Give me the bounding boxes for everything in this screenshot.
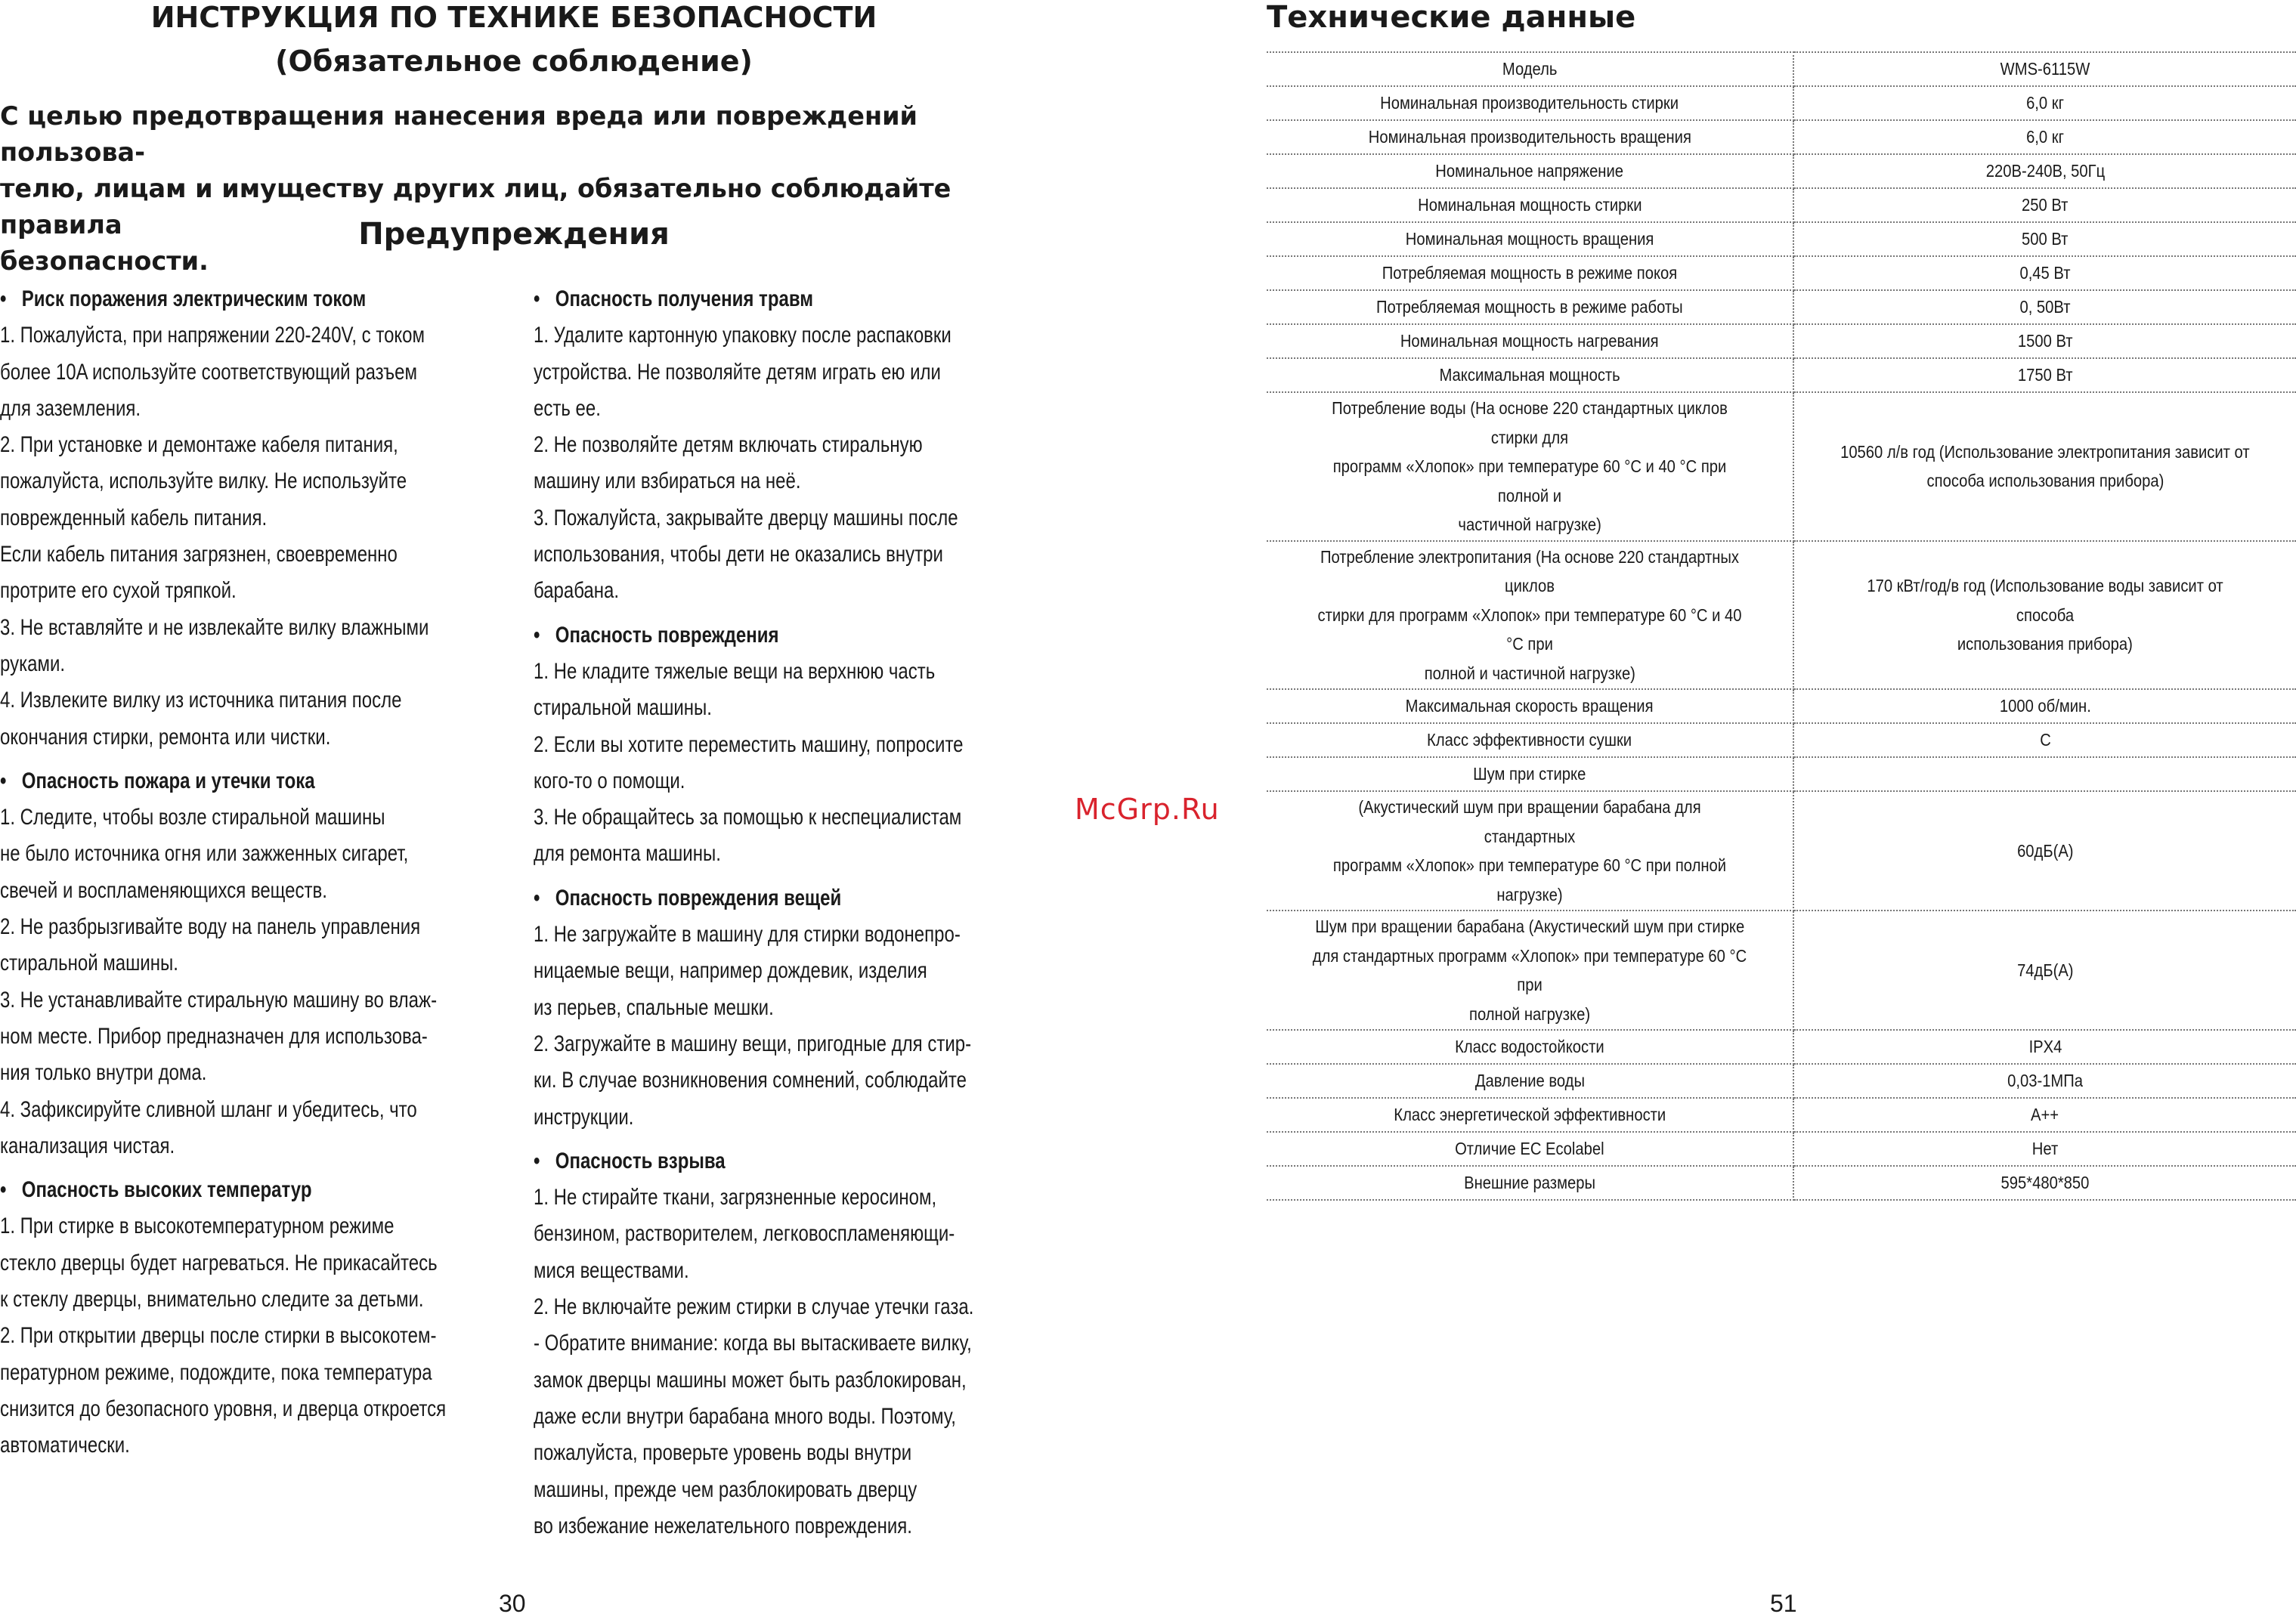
spec-value-line [1805, 571, 2285, 629]
spec-label [1267, 188, 1793, 222]
warning-section [0, 763, 496, 1164]
warning-line: ницаемые вещи, например дождевик, изделия [534, 958, 927, 984]
warning-heading [534, 1143, 1060, 1180]
spec-value-line [1805, 725, 2285, 755]
spec-label [1267, 52, 1793, 86]
spec-text: 0,45 Вт [2019, 263, 2071, 283]
warning-heading-text: Опасность повреждения вещей [555, 885, 842, 911]
spec-label [1267, 1098, 1793, 1132]
spec-label [1267, 791, 1793, 911]
spec-text: 6,0 кг [2026, 93, 2064, 113]
spec-text: 0,03-1МПа [2007, 1071, 2083, 1090]
warning-line: 2. Если вы хотите переместить машину, попросите [534, 731, 964, 757]
spec-value [1793, 1132, 2296, 1166]
spec-label [1267, 541, 1793, 690]
spec-text: Внешние размеры [1464, 1173, 1595, 1192]
spec-value-line [1805, 326, 2285, 356]
warning-line: 2. Не разбрызгивайте воду на панель управления [0, 914, 421, 940]
spec-label-line [1277, 691, 1782, 721]
spec-value [1793, 1098, 2296, 1132]
spec-value [1793, 222, 2296, 256]
intro-line: безопасности. [0, 246, 209, 276]
warnings-title: Предупреждения [358, 217, 670, 252]
spec-label-line [1277, 912, 1782, 941]
spec-text: полной нагрузке) [1468, 1003, 1591, 1024]
spec-value [1793, 52, 2296, 86]
spec-value [1793, 188, 2296, 222]
warning-line: барабана. [534, 578, 620, 604]
bullet-icon: • [534, 622, 540, 648]
spec-text: 1000 об/мин. [1999, 696, 2091, 716]
warning-line: к стеклу дверцы, внимательно следите за детьми. [0, 1287, 424, 1312]
spec-label [1267, 154, 1793, 188]
spec-text: Номинальная мощность вращения [1405, 229, 1654, 249]
spec-text: Шум при вращении барабана (Акустический шум при стирке [1314, 917, 1745, 936]
spec-text: 10560 л/в год (Использование электропитания зависит от [1840, 441, 2250, 462]
spec-row [1267, 154, 2296, 188]
spec-value [1793, 911, 2296, 1030]
warning-line: кого-то о помощи. [534, 768, 685, 793]
bullet-icon: • [0, 768, 7, 793]
warning-line: 4. Извлеките вилку из источника питания после [0, 688, 402, 713]
spec-row [1267, 222, 2296, 256]
warning-line: использования, чтобы дети не оказались внутри [534, 542, 943, 567]
warning-line: пожалуйста, проверьте уровень воды внутри [534, 1440, 912, 1466]
warning-line: во избежание нежелательного повреждения. [534, 1513, 912, 1538]
warning-line: канализация чистая. [0, 1133, 175, 1158]
warning-line: 1. Следите, чтобы возле стиральной машины [0, 805, 385, 830]
spec-label [1267, 358, 1793, 392]
spec-text: программ «Хлопок» при температуре 60 °С и 40 °С при полной и [1332, 456, 1727, 506]
spec-row [1267, 52, 2296, 86]
warning-line: стиральной машины. [534, 695, 712, 721]
warning-line: 1. При стирке в высокотемпературном режиме [0, 1214, 395, 1239]
specs-table [1267, 51, 2296, 1201]
spec-text: способа использования прибора) [1926, 471, 2164, 491]
spec-value [1793, 1030, 2296, 1064]
warning-heading [534, 617, 1060, 654]
warning-line: 2. При открытии дверцы после стирки в высокотем- [0, 1323, 437, 1349]
spec-value [1793, 1166, 2296, 1200]
warning-line: 1. Не стирайте ткани, загрязненные керосином, [534, 1185, 937, 1210]
warning-line: 1. Не загружайте в машину для стирки водонепро- [534, 922, 961, 948]
spec-row [1267, 1064, 2296, 1098]
warning-line: 3. Не обращайтесь за помощью к неспециалистам [534, 805, 962, 830]
spec-value-line [1805, 54, 2285, 84]
warning-line: машину или взбираться на неё. [534, 468, 801, 494]
spec-label-line [1277, 190, 1782, 220]
spec-text: Нет [2031, 1139, 2059, 1158]
spec-text: Класс энергетической эффективности [1394, 1105, 1666, 1124]
bullet-icon: • [0, 1177, 7, 1203]
left-page [0, 0, 1066, 1617]
warning-line: поврежденный кабель питания. [0, 505, 268, 530]
spec-text: Максимальная мощность [1439, 365, 1620, 385]
spec-text: 250 Вт [2022, 195, 2069, 215]
spec-label-line [1277, 543, 1782, 601]
spec-text: Номинальная производительность вращения [1368, 127, 1691, 147]
spec-label [1267, 86, 1793, 120]
warning-line: - Обратите внимание: когда вы вытаскиваете вилку, [534, 1331, 972, 1356]
warning-heading [0, 1172, 496, 1208]
spec-value-line [1805, 224, 2285, 254]
warning-line: 4. Зафиксируйте сливной шланг и убедитесь, что [0, 1096, 417, 1122]
intro-line: С целью предотвращения нанесения вреда или повреждений пользова- [0, 101, 918, 167]
warning-line: более 10A используйте соответствующий разъем [0, 359, 417, 385]
warning-line: из перьев, спальные мешки. [534, 994, 774, 1020]
warning-heading [0, 763, 496, 799]
warning-line: пожалуйста, используйте вилку. Не используйте [0, 468, 407, 494]
spec-value [1793, 358, 2296, 392]
spec-value [1793, 723, 2296, 757]
spec-value-line [1805, 156, 2285, 186]
warning-line: не было источника огня или зажженных сигарет, [0, 841, 409, 867]
spec-label-line [1277, 1066, 1782, 1096]
spec-label-line [1277, 941, 1782, 1000]
spec-text: (Акустический шум при вращении барабана для стандартных [1358, 797, 1701, 846]
warning-section [534, 1143, 1060, 1544]
spec-label-line [1277, 258, 1782, 288]
spec-text: 0, 50Вт [2019, 297, 2071, 317]
spec-value [1793, 86, 2296, 120]
spec-label [1267, 689, 1793, 723]
spec-value-line [1805, 691, 2285, 721]
warning-heading [534, 281, 1060, 317]
spec-label [1267, 120, 1793, 154]
spec-label-line [1277, 54, 1782, 84]
spec-row [1267, 1098, 2296, 1132]
spec-text: Модель [1502, 59, 1558, 79]
spec-row [1267, 757, 2296, 791]
right-page [1267, 0, 2296, 1617]
spec-text: программ «Хлопок» при температуре 60 °С при полной нагрузке) [1332, 855, 1727, 904]
page-number-left: 30 [499, 1590, 526, 1617]
spec-label [1267, 723, 1793, 757]
spec-label-line [1277, 452, 1782, 510]
spec-value [1793, 290, 2296, 324]
warning-line: ки. В случае возникновения сомнений, соблюдайте [534, 1068, 967, 1093]
spec-value [1793, 689, 2296, 723]
safety-title: ИНСТРУКЦИЯ ПО ТЕХНИКЕ БЕЗОПАСНОСТИ [150, 1, 877, 34]
spec-text: Потребление воды (На основе 220 стандартных циклов стирки для [1332, 398, 1728, 447]
spec-text: Шум при стирке [1473, 764, 1586, 784]
spec-row [1267, 188, 2296, 222]
warning-line: 3. Не вставляйте и не извлекайте вилку влажными [0, 614, 429, 640]
spec-row [1267, 723, 2296, 757]
spec-value-line [1805, 956, 2285, 985]
spec-label [1267, 1064, 1793, 1098]
warning-heading-text: Опасность высоких температур [21, 1177, 312, 1203]
spec-label-line [1277, 88, 1782, 118]
spec-value-line [1805, 1066, 2285, 1096]
spec-row [1267, 1030, 2296, 1064]
spec-text: 1750 Вт [2017, 365, 2073, 385]
warning-section [534, 880, 1060, 1136]
spec-label-line [1277, 156, 1782, 186]
spec-text: WMS-6115W [2000, 59, 2090, 79]
warning-line: мися веществами. [534, 1257, 689, 1283]
spec-text: Потребление электропитания (На основе 220 стандартных циклов [1320, 546, 1740, 595]
spec-row [1267, 911, 2296, 1030]
spec-text: Номинальное напряжение [1435, 161, 1624, 181]
warning-line: 2. При установке и демонтаже кабеля питания, [0, 432, 398, 458]
warning-line: Если кабель питания загрязнен, своевременно [0, 542, 398, 567]
spec-row [1267, 86, 2296, 120]
spec-label-line [1277, 224, 1782, 254]
spec-value-line [1805, 1100, 2285, 1130]
warning-line: 1. Пожалуйста, при напряжении 220-240V, с током [0, 323, 425, 348]
spec-label-line [1277, 1100, 1782, 1130]
spec-label-line [1277, 326, 1782, 356]
watermark: McGrp.Ru [1075, 793, 1220, 826]
spec-value [1793, 392, 2296, 541]
spec-text: 595*480*850 [2000, 1173, 2090, 1192]
warning-line: автоматически. [0, 1433, 130, 1458]
spec-value [1793, 757, 2296, 791]
spec-label-line [1277, 394, 1782, 452]
warning-line: замок дверцы машины может быть разблокирован, [534, 1367, 967, 1393]
warning-line: окончания стирки, ремонта или чистки. [0, 724, 331, 750]
spec-value [1793, 120, 2296, 154]
warnings-column-1 [0, 281, 496, 1464]
spec-text: 1500 Вт [2017, 331, 2073, 351]
warning-heading-text: Опасность повреждения [555, 622, 779, 648]
spec-text: Давление воды [1474, 1071, 1585, 1090]
warning-heading-text: Риск поражения электрическим током [21, 286, 367, 311]
warning-heading [0, 281, 496, 317]
warning-line: руками. [0, 651, 66, 676]
spec-value-line [1805, 437, 2285, 467]
spec-text: Номинальная мощность нагревания [1400, 331, 1659, 351]
bullet-icon: • [534, 885, 540, 911]
warning-line: устройства. Не позволяйте детям играть ею или [534, 359, 941, 385]
bullet-icon: • [0, 286, 7, 311]
spec-text: 74дБ(А) [2016, 960, 2074, 980]
spec-text: С [2039, 730, 2051, 750]
warning-line: 3. Не устанавливайте стиральную машину во влаж- [0, 987, 438, 1013]
warning-line: 1. Не кладите тяжелые вещи на верхнюю часть [534, 658, 936, 684]
warning-heading-text: Опасность пожара и утечки тока [21, 768, 315, 793]
spec-text: Потребляемая мощность в режиме работы [1376, 297, 1683, 317]
warning-heading-text: Опасность взрыва [555, 1148, 726, 1173]
warning-line: ния только внутри дома. [0, 1060, 207, 1086]
spec-row [1267, 791, 2296, 911]
spec-value [1793, 541, 2296, 690]
warning-line: есть ее. [534, 395, 601, 421]
spec-value-line [1805, 88, 2285, 118]
spec-row [1267, 541, 2296, 690]
spec-label-line [1277, 360, 1782, 390]
spec-label [1267, 1166, 1793, 1200]
spec-text: стирки для программ «Хлопок» при температуре 60 °С и 40 °С при [1317, 604, 1742, 654]
warning-line: даже если внутри барабана много воды. Поэтому, [534, 1403, 956, 1429]
spec-label-line [1277, 122, 1782, 152]
spec-value [1793, 1064, 2296, 1098]
spec-text: Класс эффективности сушки [1427, 730, 1632, 750]
warning-line: стиральной машины. [0, 951, 178, 976]
spec-text: Отличие ЕС Ecolabel [1455, 1139, 1604, 1158]
spec-label [1267, 256, 1793, 290]
spec-value-line [1805, 759, 2285, 789]
spec-value [1793, 324, 2296, 358]
intro-line: телю, лицам и имуществу других лиц, обязательно соблюдайте правила [0, 174, 952, 240]
warning-line: машины, прежде чем разблокировать дверцу [534, 1476, 917, 1502]
warning-line: 2. Не позволяйте детям включать стиральную [534, 432, 923, 458]
spec-label-line [1277, 851, 1782, 909]
warning-heading-text: Опасность получения травм [555, 286, 814, 311]
spec-value [1793, 791, 2296, 911]
spec-value-line [1805, 466, 2285, 496]
spec-row [1267, 1132, 2296, 1166]
page-number-right: 51 [1770, 1590, 1797, 1617]
spec-label [1267, 324, 1793, 358]
spec-row [1267, 256, 2296, 290]
spec-label [1267, 290, 1793, 324]
spec-text: A++ [2031, 1105, 2059, 1124]
spec-value-line [1805, 1134, 2285, 1164]
warning-section [0, 281, 496, 756]
spec-value-line [1805, 629, 2285, 659]
spec-text: полной и частичной нагрузке) [1424, 663, 1635, 683]
warning-line: для ремонта машины. [534, 841, 721, 867]
warning-line: протрите его сухой тряпкой. [0, 578, 237, 604]
spec-label-line [1277, 601, 1782, 659]
spec-text: Класс водостойкости [1455, 1037, 1604, 1056]
spec-text: частичной нагрузке) [1458, 515, 1601, 534]
spec-text: Номинальная мощность стирки [1417, 195, 1642, 215]
bullet-icon: • [534, 1148, 540, 1173]
warning-line: бензином, растворителем, легковоспламеняющи- [534, 1221, 955, 1247]
spec-label-line [1277, 1032, 1782, 1062]
warning-line: 3. Пожалуйста, закрывайте дверцу машины после [534, 505, 958, 530]
spec-label-line [1277, 1168, 1782, 1198]
warning-line: инструкции. [534, 1104, 634, 1130]
warning-line: снизится до безопасного уровня, и дверца откроется [0, 1396, 447, 1421]
spec-text: 500 Вт [2022, 229, 2069, 249]
spec-value-line [1805, 836, 2285, 866]
warning-heading [534, 880, 1060, 917]
spec-text: Максимальная скорость вращения [1406, 696, 1654, 716]
warning-line: 2. Загружайте в машину вещи, пригодные для стир- [534, 1031, 972, 1056]
spec-value-line [1805, 360, 2285, 390]
spec-value [1793, 256, 2296, 290]
spec-label-line [1277, 1000, 1782, 1029]
spec-label-line [1277, 292, 1782, 322]
spec-text: для стандартных программ «Хлопок» при температуре 60 °С при [1312, 945, 1747, 994]
spec-value-line [1805, 190, 2285, 220]
spec-label [1267, 1132, 1793, 1166]
spec-row [1267, 324, 2296, 358]
spec-label [1267, 222, 1793, 256]
spec-text: 220В-240В, 50Гц [1985, 161, 2105, 181]
warning-section [0, 1172, 496, 1464]
spec-text: использования прибора) [1957, 634, 2133, 654]
bullet-icon: • [534, 286, 540, 311]
specs-title: Технические данные [1267, 0, 1636, 35]
spec-label [1267, 911, 1793, 1030]
spec-row [1267, 290, 2296, 324]
warnings-column-2 [534, 281, 1060, 1544]
safety-subtitle: (Обязательное соблюдение) [275, 45, 753, 78]
spec-value-line [1805, 122, 2285, 152]
warning-line: пературном режиме, подождите, пока температура [0, 1359, 432, 1385]
warning-line: 1. Удалите картонную упаковку после распаковки [534, 323, 952, 348]
warning-line: свечей и воспламеняющихся веществ. [0, 877, 327, 903]
spec-row [1267, 358, 2296, 392]
warning-line: 2. Не включайте режим стирки в случае утечки газа. [534, 1294, 974, 1320]
spec-value-line [1805, 292, 2285, 322]
spec-text: Потребляемая мощность в режиме покоя [1382, 263, 1678, 283]
spec-value-line [1805, 1168, 2285, 1198]
spec-row [1267, 689, 2296, 723]
spec-text: 6,0 кг [2026, 127, 2064, 147]
spec-label-line [1277, 759, 1782, 789]
safety-title-block [0, 0, 1028, 83]
warning-section [534, 617, 1060, 873]
spec-value-line [1805, 258, 2285, 288]
spec-label-line [1277, 510, 1782, 540]
spec-row [1267, 392, 2296, 541]
warning-line: для заземления. [0, 395, 141, 421]
spec-label [1267, 757, 1793, 791]
spec-label-line [1277, 1134, 1782, 1164]
spec-row [1267, 120, 2296, 154]
warning-line: стекло дверцы будет нагреваться. Не прикасайтесь [0, 1250, 438, 1275]
spec-label [1267, 1030, 1793, 1064]
spec-row [1267, 1166, 2296, 1200]
spec-text: 170 кВт/год/в год (Использование воды зависит от способа [1867, 576, 2223, 625]
spec-text: 60дБ(А) [2016, 840, 2074, 861]
spec-label-line [1277, 725, 1782, 755]
spec-text: IPX4 [2028, 1037, 2062, 1056]
spec-value [1793, 154, 2296, 188]
warning-section [534, 281, 1060, 610]
spec-label-line [1277, 793, 1782, 851]
spec-text: Номинальная производительность стирки [1380, 93, 1679, 113]
warning-line: ном месте. Прибор предназначен для использова- [0, 1023, 428, 1049]
spec-label-line [1277, 659, 1782, 688]
spec-label [1267, 392, 1793, 541]
spec-value-line [1805, 1032, 2285, 1062]
